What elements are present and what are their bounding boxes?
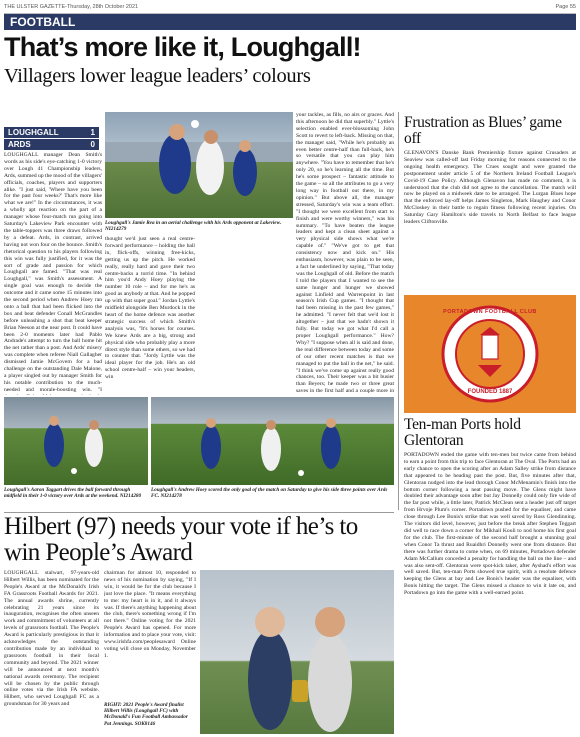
newspaper-dateline: THE ULSTER GAZETTE-Thursday, 28th October 2021 — [4, 4, 139, 10]
score-home-goals: 1 — [90, 128, 95, 137]
photo-hoey — [151, 397, 394, 485]
sidebar1-headline: Frustration as Blues’ game off — [404, 114, 562, 147]
sidebar2-headline: Ten-man Ports hold Glentoran — [404, 416, 521, 449]
bottom-caption: RIGHT: 2021 People's Award finalist Hilbert Willis (Loughgall FC) with McDonald's Fun Football Ambassador Pat Jennings. SOK8146 — [104, 702, 188, 727]
crest-panel — [404, 295, 576, 413]
main-subhead: Villagers lower league leaders’ colours — [4, 65, 311, 87]
page-header — [4, 2, 576, 14]
caption-taggart: Loughgall's Aaron Taggart drives the ball forward through midfield in their 1-0 victory over Ards at the weekend. NI214280 — [4, 487, 142, 500]
bottom-headline: Hilbert (97) needs your vote if he’s to win People’s Award — [4, 513, 358, 566]
photo-willis-jennings — [200, 570, 394, 734]
article-column-1: LOUGHGALL manager Dean Smith's words as his side's eye-catching 1-0 victory over Lough 41 Championship leaders, Ards, summed up the mood of the villagers' officials, coaches, players and supporters alike. "I just said, 'Where have you been for the past four weeks?' That's more like what we are!" In the circumstances, it was a wholly apt reaction on the part of a manager whose four-match run going into Saturday's Lakeview Park encounter with the table-toppers was three draws followed by a defeat. Ards, in contrast, arrived having not won four on the bounce. Smith's rhetorical question to his players following this win was fully justified, for it was the sort of grade and passion for which Loughgall are famed. "That was real Loughgall," was Smith's assessment. A single goal was enough to decide the outcome and it came some 15 minutes into the second period when Andrew Hoey ran onto a ball that had been flicked into the box and beat defender Conall McGrandles before unleashing a shot that beat keeper Brian Neeson at the near post. It could have been 2-0 moments later had Pablo Andrade's attempt to turn the ball home hit the net rather than a post. And Ards' misery was complete when referee Niall Gallagher dismissed Jamie McGovern for a bad challenge on the outstanding Dale Malone, a player singled out by manager Smith for his notable contribution to the much-needed and morale-boosting win. "I — [4, 152, 102, 393]
crest-ring-text: PORTADOWN FOOTBALL CLUB — [443, 309, 537, 315]
sidebar2-text: PORTADOWN ended the game with ten-men but twice came from behind to earn a point from this trip to face Glentoran at The Oval. The Ports had an early chance to open the scoring after an Adam Salley strike from distance that appeared to be heading past the post. But, five minutes after that, Glentoran nudged into the lead through Conor McMenamin's finish into the bottom corner following a neat passing move. The Glens might have doubled their advantage soon after but Jay Donnelly could only fire wide of the far post while, a little later, Patrick McClean sent a header just off target from Hrvoje Plum's corner. Portadown pushed for the equaliser, and came close through Lee Bonis's strike that was well saved by Ross Glendinning. The visitors did level, however, just before the break after Stephen Teggart did well to race down a corner for Mikhail Kouli to nod home his first goal for the club. The first-minute of the second half brought a stunning goal when Conor Ta thrust and Ruaidhri Donnelly went one from distance. But there was further drama to come when, on 69 minutes, Portadown defender Adam McCallum conceded a penalty for handling the ball on the line – and was also sent-off. Glentoran were spot-kick taker, after Ayshad's effort was well saved. But, ten-man Ports showed true spirit, with a resolute defence keeping the Glens at bay and Lee Bonis's header was the equaliser, with Bonis hitting the target. The Glens missed a chance to win it late on, and Portadown go into the game with a well-earned point. — [404, 452, 576, 597]
photo-aerial-challenge — [105, 112, 293, 218]
photo-taggart — [4, 397, 148, 485]
crest-founded-text: FOUNDED 1887 — [467, 389, 513, 395]
page-number: Page 55 — [555, 4, 576, 10]
section-label: FOOTBALL — [4, 14, 576, 30]
photo-willis-jennings-image — [200, 570, 394, 734]
caption-aerial-challenge: Loughgall's Jamie Rea in an aerial challenge with his Ards opponent at Lakeview. NI214279 — [105, 220, 282, 233]
photo-taggart-image — [4, 397, 148, 485]
sidebar-divider — [398, 112, 399, 510]
article-column-3: your tackles, as fills, no airs or graces. And this afternoon he did that superbly." Lyttle's selection enabled ever-blossoming John Scott to revert to left-back. Missing on that, the manager said, "While he's probably an even better centre-half than full-back, he's so versatile that you can play him anywhere. "You have to remember that he's only 20, so he's learning all the time. But he's some prospect – fantastic attitude to the game – so all the attributes to go a very long way in football out there, in my opinion." But above all, the manager stressed, Saturday's win was a team effort. "I thought we were excellent from start to finish and were worthy winners," was his summary. "To have beaten the league leaders and kept a clean sheet against a very physical side shows what we're capable of." "We've got to get that consistency now and kick on." His enthusiasm, however, was plain to be seen, a fact he underlined by saying, "That today was the Loughgall of old. Before the match I told the players that I wanted to see the same hunger and hunger we showed against Linfield and Warrenpoint in last season's Irish Cup games. "I thought that had been missing in the past few games," he admitted. "I never felt that we'd lost it altogether – just that we hadn't shown it fully. But today we got what I'd call a proper Loughgall performance." How? Why? "I suppose when all is said and done, the real difference between today and some of our other recent matches is that we managed to put the ball in the net," he said. "I think we've come up against really good chances, too. Their keeper was a bit busier than Beyers; he made two or three great saves in the first half and a couple more in — [296, 112, 394, 394]
sidebar1-text: GLENAVON'S Danske Bank Premiership fixture against Crusaders at Seaview was called-off last Friday morning for reasons connected to the ongoing health emergency. The Crues sought and were granted the postponement under article 5 of the Northern Ireland Football League's Covid-19 Case Policy. Although Glenavon has made no comment, it is understood that the club did not agree to the cancellation. The match will now be played on a midweek date to be arranged. The Lurgan Blues hope that the enforced lay-off helps James Singleton, Mark Haughey and Conor McCloskey in their battle to regain fitness following recent injuries. On Saturday Gary Hamilton's side travels to North Belfast to face league leaders Cliftonville. — [404, 150, 576, 226]
article-column-2: thought we'd just seen a real centre-forward performance – holding the ball in, flick-offs, winning free-kicks, getting us up the pitch. He worked really, really hard and gave their two centre-backs a torrid time. "In behind him you'd Andy Hoey playing the number 10 role – and for me he's as good as anybody at that. And he popped up with that super goal." Jordan Lyttle's midfield alongside Ben Murdock in the heart of the home defence was another strategic success of which Smith's analysis was, "It's horses for courses. We knew Ards are a big, strong and physical side who probably play a more direct style than some others, so we had to counter that. "Jordy Lyttle was the ideal player for the job. He's an old school centre-half – win your headers, win — [105, 236, 195, 381]
photo-aerial-challenge-image — [105, 112, 293, 218]
score-away — [4, 139, 99, 150]
bottom-column-1: LOUGHGALL stalwart, 97-years-old Hilbert Willis, has been nominated for the People's Award at the McDonald's Irish FA Grassroots Football Awards for 2021. The annual awards shrine, currently celebrating 21 years since its inauguration, recognises the often unseen work and commitment of volunteers at all levels of grassroots football. The People's Award is particularly prestigious in that it acknowledges the outstanding contribution made by an individual to grassroots football in their local community and beyond. The 2021 winner will be announced at next month's national awards ceremony. The recipient will be chosen by the public through online votes via the Irish FA website. Hilbert, who served Loughgall FC as a groundsman for 30 years and — [4, 570, 99, 708]
caption-hoey: Loughgall's Andrew Hoey scored the only goal of the match on Saturday to give his side three points over Ards FC. NI214278 — [151, 487, 388, 500]
score-away-team: ARDS — [8, 140, 31, 149]
photo-hoey-image — [151, 397, 394, 485]
score-home-team: LOUGHGALL — [8, 128, 59, 137]
score-away-goals: 0 — [90, 140, 95, 149]
score-home — [4, 127, 99, 138]
main-headline: That’s more like it, Loughgall! — [4, 32, 361, 62]
bottom-column-2: chairman for almost 10, responded to news of his nomination by saying, "If I win, it would be for the club because I just love the place. "It means everything to me: my heart is in it, and it always was. If there's anything happening about the club, there's something wrong if I'm not there." Online voting for the 2021 People's Award has opened. For more information and to place your vote, visit: www.irishfa.com/peoplesaward Online voting will close on Monday, November 1. — [104, 570, 196, 659]
